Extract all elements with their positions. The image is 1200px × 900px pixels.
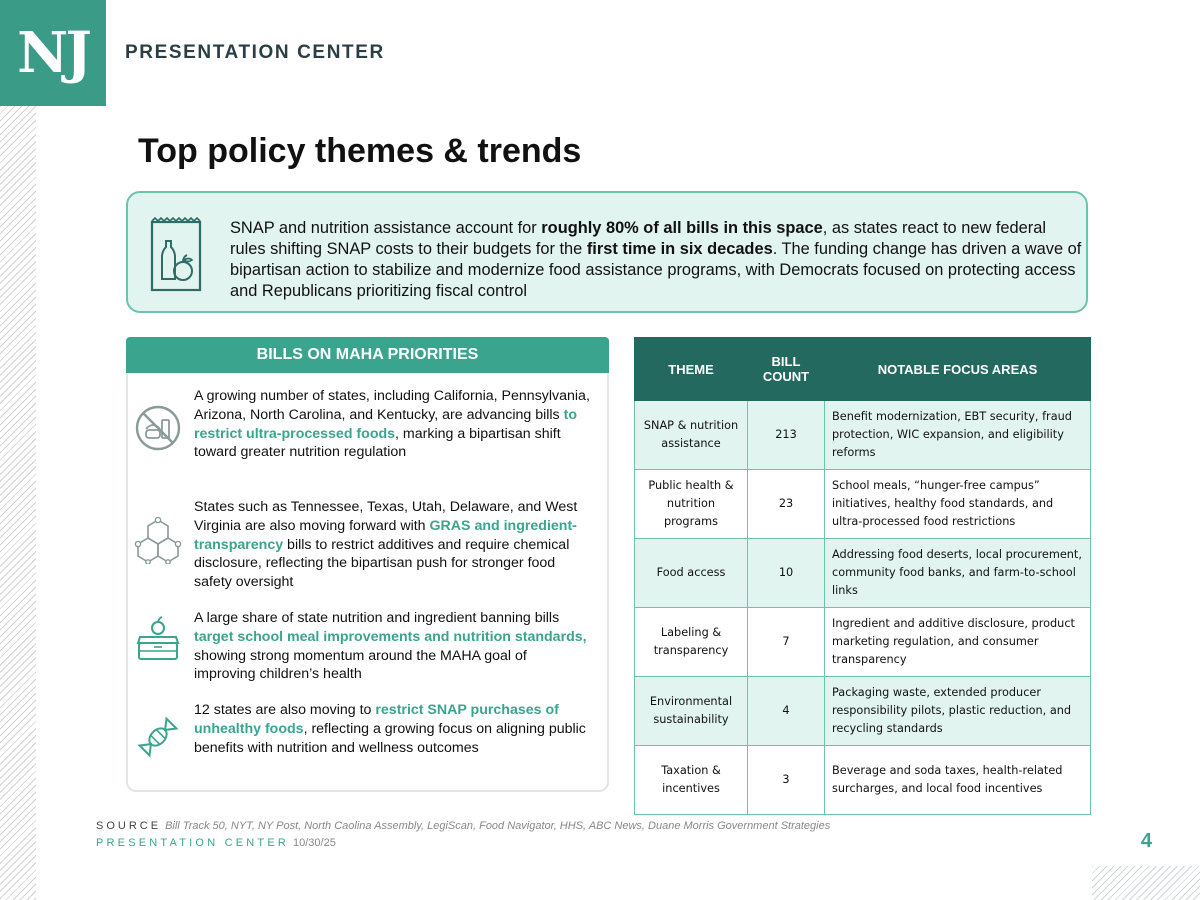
source-line (96, 820, 830, 832)
theme-cell: Food access (635, 539, 748, 608)
theme-cell: SNAP & nutrition assistance (635, 401, 748, 470)
focus-cell: School meals, “hunger-free campus” initiatives, healthy food standards, and ultra-processed food restrictions (825, 470, 1091, 539)
footer-brand: PRESENTATION CENTER (96, 837, 290, 849)
header-theme: THEME (635, 338, 748, 401)
count-cell: 4 (748, 677, 825, 746)
left-hatch-decoration (0, 106, 36, 900)
nj-logo: NJ (0, 0, 106, 106)
table-row (635, 401, 1091, 470)
table-row (635, 539, 1091, 608)
theme-cell: Labeling & transparency (635, 608, 748, 677)
callout-text: SNAP and nutrition assistance account for roughly 80% of all bills in this space, as states react to new federal rules shifting SNAP costs to their budgets for the first time in six decades. The funding change has driven a wave of bipartisan action to stabilize and modernize food assistance programs, with Democrats focused on protecting access and Republicans prioritizing fiscal control (230, 219, 1082, 300)
brand-name: PRESENTATION CENTER (125, 42, 385, 63)
focus-cell: Benefit modernization, EBT security, fraud protection, WIC expansion, and eligibility reforms (825, 401, 1091, 470)
summary-callout (126, 191, 1088, 313)
maha-item-text: States such as Tennessee, Texas, Utah, Delaware, and West Virginia are also moving forward with GRAS and ingredient-transparency bills to restrict additives and require chemical disclosure, reflecting the bipartisan push for stronger food safety oversight (194, 499, 578, 591)
table-row (635, 677, 1091, 746)
count-cell: 10 (748, 539, 825, 608)
theme-cell: Taxation & incentives (635, 746, 748, 815)
header-focus-areas: NOTABLE FOCUS AREAS (825, 338, 1091, 401)
maha-item-text: 12 states are also moving to restrict SNAP purchases of unhealthy foods, reflecting a growing focus on aligning public benefits with nutrition and wellness outcomes (194, 702, 586, 756)
count-cell: 7 (748, 608, 825, 677)
table-row (635, 608, 1091, 677)
page-number: 4 (1140, 830, 1152, 852)
table-header-row (635, 338, 1091, 401)
count-cell: 213 (748, 401, 825, 470)
source-label: SOURCE (96, 820, 162, 832)
no-processed-food-icon (134, 404, 182, 452)
focus-cell: Beverage and soda taxes, health-related surcharges, and local food incentives (825, 746, 1091, 815)
lunchbox-icon (134, 615, 182, 663)
source-text: Bill Track 50, NYT, NY Post, North Caolina Assembly, LegiScan, Food Navigator, HHS, ABC News, Duane Morris Government Strategies (165, 820, 831, 832)
themes-table (634, 337, 1091, 815)
maha-panel (126, 337, 609, 792)
table-row (635, 746, 1091, 815)
footer-date: 10/30/25 (293, 837, 336, 849)
table-row (635, 470, 1091, 539)
molecule-icon (134, 516, 182, 564)
candy-icon (134, 713, 182, 761)
maha-item-text: A growing number of states, including California, Pennsylvania, Arizona, North Carolina, and Kentucky, are advancing bills to restrict ultra-processed foods, marking a bipartisan shift toward greater nutrition regulation (194, 388, 590, 461)
grocery-bag-icon (150, 217, 202, 293)
corner-hatch-decoration (1092, 866, 1200, 900)
focus-cell: Packaging waste, extended producer responsibility pilots, plastic reduction, and recycling standards (825, 677, 1091, 746)
maha-item-text: A large share of state nutrition and ingredient banning bills target school meal improvements and nutrition standards, showing strong momentum around the MAHA goal of improving children’s health (194, 610, 587, 683)
page-title: Top policy themes & trends (138, 132, 582, 170)
count-cell: 3 (748, 746, 825, 815)
focus-cell: Addressing food deserts, local procurement, community food banks, and farm-to-school links (825, 539, 1091, 608)
footer-line (96, 837, 336, 849)
focus-cell: Ingredient and additive disclosure, product marketing regulation, and consumer transparency (825, 608, 1091, 677)
header-bill-count: BILL COUNT (748, 338, 825, 401)
count-cell: 23 (748, 470, 825, 539)
theme-cell: Public health & nutrition programs (635, 470, 748, 539)
maha-header: BILLS ON MAHA PRIORITIES (126, 337, 609, 373)
theme-cell: Environmental sustainability (635, 677, 748, 746)
